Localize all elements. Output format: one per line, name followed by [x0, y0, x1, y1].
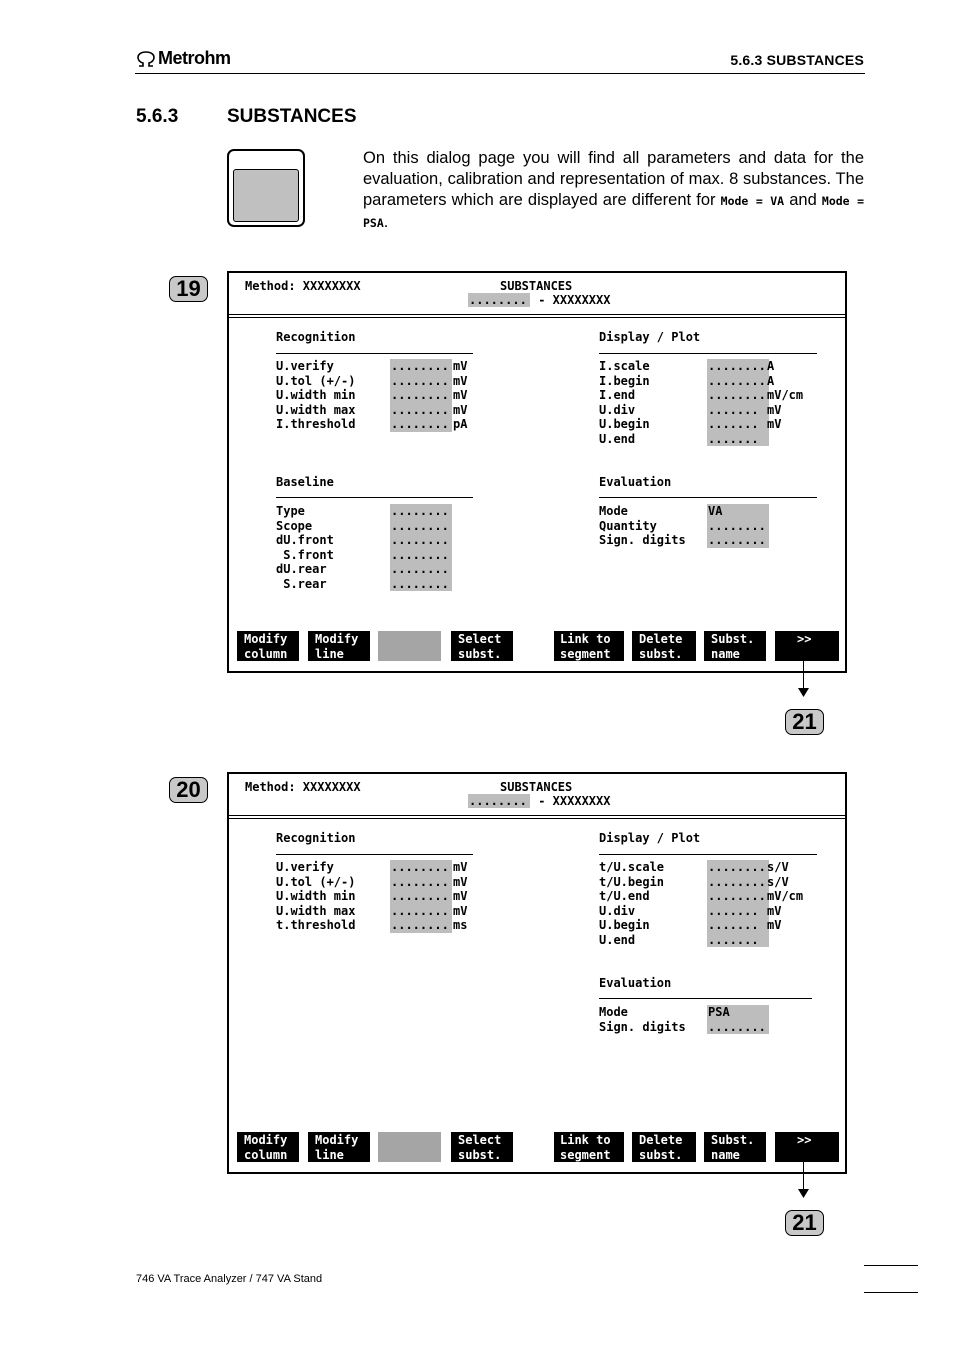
next-page-button[interactable]: >> [775, 1132, 839, 1162]
mode-psa-code: Mode = PSA [363, 194, 865, 230]
substance-selector[interactable]: ........ [469, 794, 527, 808]
recognition-labels: U.verify U.tol (+/-) U.width min U.width max t.threshold [276, 860, 356, 932]
method-title: Method: XXXXXXXX [245, 780, 361, 794]
baseline-heading: Baseline [276, 475, 334, 489]
header-section-ref: 5.6.3 SUBSTANCES [730, 52, 864, 68]
evaluation-values[interactable]: PSA ........ [708, 1005, 766, 1034]
empty-softkey[interactable] [378, 631, 441, 661]
figure-badge-21: 21 [785, 709, 824, 735]
page-title: SUBSTANCES [500, 780, 573, 794]
page-title: SUBSTANCES [500, 279, 573, 293]
section-title: SUBSTANCES [227, 106, 357, 127]
display-labels: t/U.scale t/U.begin t/U.end U.div U.begin U.end [599, 860, 665, 947]
select-subst-button[interactable]: Select subst. [451, 1132, 513, 1162]
header-divider [135, 73, 865, 74]
evaluation-heading: Evaluation [599, 976, 672, 990]
figure-badge-21: 21 [785, 1210, 824, 1236]
footer-rule [864, 1265, 918, 1266]
substance-selector[interactable]: ........ [469, 293, 527, 307]
arrow-line [803, 1162, 804, 1192]
recognition-values[interactable]: ........ ........ ........ ........ ........ [391, 359, 449, 431]
next-page-button[interactable]: >> [775, 631, 839, 661]
recognition-labels: U.verify U.tol (+/-) U.width min U.width max I.threshold [276, 359, 356, 431]
display-units: A A mV/cm mV mV [767, 359, 804, 431]
evaluation-labels: Mode Sign. digits [599, 1005, 686, 1034]
link-to-segment-button[interactable]: Link to segment [554, 1132, 624, 1162]
modify-line-button[interactable]: Modify line [308, 1132, 370, 1162]
evaluation-heading: Evaluation [599, 475, 672, 489]
footer-text: 746 VA Trace Analyzer / 747 VA Stand [136, 1273, 323, 1285]
evaluation-labels: Mode Quantity Sign. digits [599, 504, 686, 547]
figure-badge-19: 19 [169, 276, 208, 302]
method-title: Method: XXXXXXXX [245, 279, 361, 293]
recognition-heading: Recognition [276, 330, 356, 344]
subst-name-button[interactable]: Subst. name [704, 1132, 766, 1162]
display-labels: I.scale I.begin I.end U.div U.begin U.end [599, 359, 650, 446]
dialog-screen-psa [227, 772, 847, 1174]
evaluation-values[interactable]: VA ........ ........ [708, 504, 766, 547]
link-to-segment-button[interactable]: Link to segment [554, 631, 624, 661]
delete-subst-button[interactable]: Delete subst. [632, 631, 696, 661]
modify-column-button[interactable]: Modify column [237, 631, 299, 661]
arrow-down-icon [798, 688, 809, 698]
arrow-line [803, 661, 804, 691]
footer-rule [864, 1292, 918, 1293]
omega-icon [136, 51, 156, 67]
baseline-labels: Type Scope dU.front S.front dU.rear S.rear [276, 504, 334, 591]
select-subst-button[interactable]: Select subst. [451, 631, 513, 661]
modify-column-button[interactable]: Modify column [237, 1132, 299, 1162]
recognition-values[interactable]: ........ ........ ........ ........ ........ [391, 860, 449, 932]
empty-softkey[interactable] [378, 1132, 441, 1162]
recognition-units: mV mV mV mV ms [453, 860, 468, 932]
dialog-screen-va [227, 271, 847, 673]
recognition-heading: Recognition [276, 831, 356, 845]
monitor-icon [227, 149, 305, 227]
delete-subst-button[interactable]: Delete subst. [632, 1132, 696, 1162]
baseline-values[interactable]: ........ ........ ........ ........ ........ ........ [391, 504, 449, 591]
display-values[interactable]: ........ ........ ........ ....... ....... ....... [708, 860, 766, 947]
subst-name-button[interactable]: Subst. name [704, 631, 766, 661]
intro-paragraph: On this dialog page you will find all parameters and data for the evaluation, calibration and representation of max. 8 substances. The parameters which are displayed are different for Mode = VA and Mode = PSA. [363, 149, 865, 231]
brand-logo [136, 48, 231, 69]
logo-text: Metrohm [158, 48, 231, 68]
figure-badge-20: 20 [169, 777, 208, 803]
recognition-units: mV mV mV mV pA [453, 359, 468, 431]
modify-line-button[interactable]: Modify line [308, 631, 370, 661]
section-number: 5.6.3 [136, 106, 179, 127]
display-plot-heading: Display / Plot [599, 330, 701, 344]
substance-name: - XXXXXXXX [531, 293, 611, 307]
display-units: s/V s/V mV/cm mV mV [767, 860, 804, 932]
mode-va-code: Mode = VA [720, 194, 785, 208]
substance-name: - XXXXXXXX [531, 794, 611, 808]
display-plot-heading: Display / Plot [599, 831, 701, 845]
display-values[interactable]: ........ ........ ........ ....... ....... ....... [708, 359, 766, 446]
arrow-down-icon [798, 1189, 809, 1199]
